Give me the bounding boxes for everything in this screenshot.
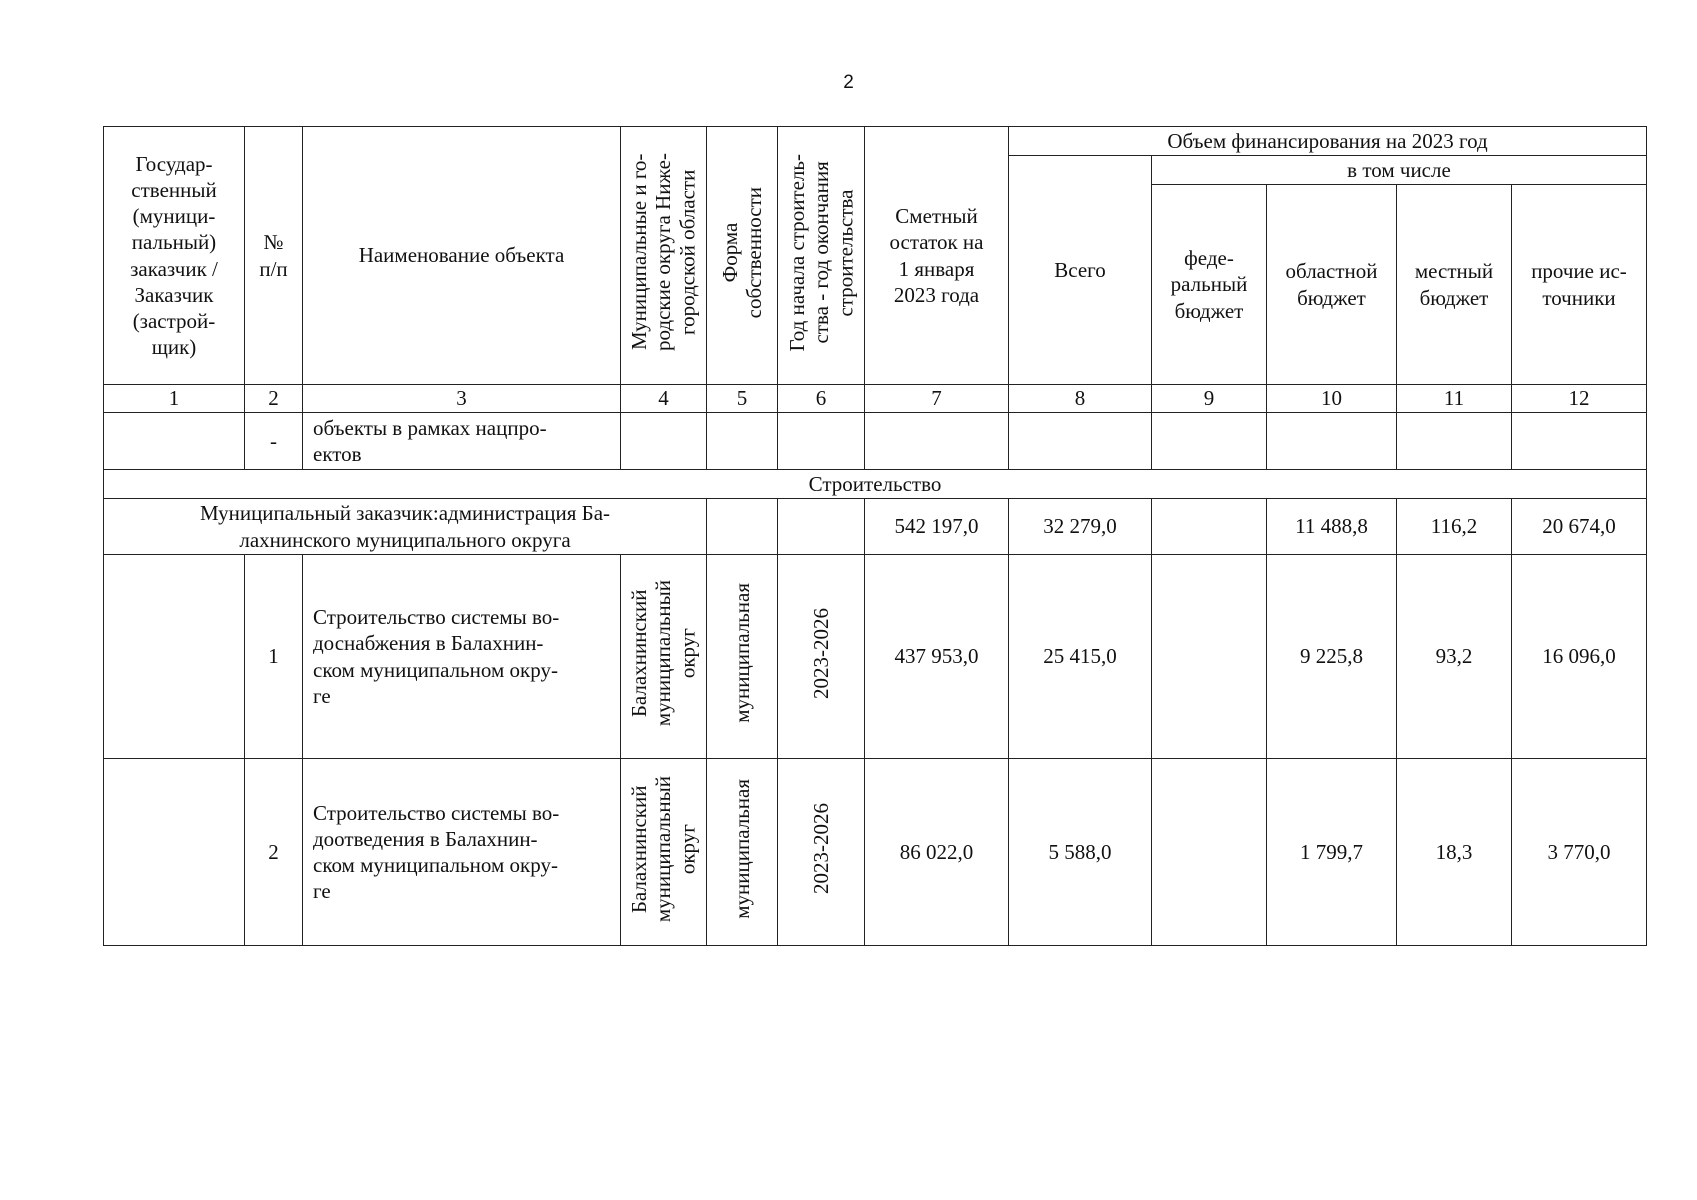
customer-other: 20 674,0 [1512,499,1647,555]
table-row [104,759,1647,946]
header-object-name: Наименование объекта [303,127,621,385]
column-number: 8 [1009,385,1152,413]
column-number: 7 [865,385,1009,413]
row-total: 5 588,0 [1009,759,1152,946]
row-local: 93,2 [1397,555,1512,759]
investment-table [103,126,1647,946]
column-number: 4 [621,385,707,413]
row-ownership: муниципальная [729,778,754,919]
header-estimated-balance: Сметный остаток на 1 января 2023 года [865,127,1009,385]
row-municipality: Балахнинский муниципальный округ [627,775,700,922]
header-years: Год начала строитель- ства - год окончания строительства [784,153,858,352]
row-municipality-cell [621,555,707,759]
column-number: 12 [1512,385,1647,413]
row-years-cell [778,759,865,946]
customer-name: Муниципальный заказчик:администрация Ба- лахнинского муниципального округа [104,499,707,555]
header-years-cell [778,127,865,385]
page-number: 2 [843,72,854,93]
national-projects-row [104,413,1647,470]
row-estimated: 86 022,0 [865,759,1009,946]
header-federal: феде- ральный бюджет [1152,185,1267,385]
row-other: 3 770,0 [1512,759,1647,946]
header-other: прочие ис- точники [1512,185,1647,385]
header-local: местный бюджет [1397,185,1512,385]
row-federal [1152,555,1267,759]
header-row-1 [104,127,1647,156]
column-number: 5 [707,385,778,413]
row-estimated: 437 953,0 [865,555,1009,759]
row-regional: 1 799,7 [1267,759,1397,946]
header-total: Всего [1009,156,1152,385]
row-municipality: Балахнинский муниципальный округ [627,580,700,727]
header-regional: областной бюджет [1267,185,1397,385]
section-title: Строительство [104,470,1647,499]
header-customer: Государ- ственный (муници- пальный) заказчик / Заказчик (застрой- щик) [104,127,245,385]
column-number: 1 [104,385,245,413]
row-num: 1 [245,555,303,759]
header-including: в том числе [1152,156,1647,185]
column-number: 10 [1267,385,1397,413]
table-row [104,555,1647,759]
customer-estimated: 542 197,0 [865,499,1009,555]
column-number: 2 [245,385,303,413]
column-number: 3 [303,385,621,413]
header-municipalities-cell [621,127,707,385]
row-object-name: Строительство системы во- доснабжения в Балахнин- ском муниципальном окру- ге [303,555,621,759]
column-numbers-row [104,385,1647,413]
row-other: 16 096,0 [1512,555,1647,759]
header-ownership: Форма собственности [717,186,766,319]
customer-federal [1152,499,1267,555]
customer-total: 32 279,0 [1009,499,1152,555]
row-local: 18,3 [1397,759,1512,946]
column-number: 9 [1152,385,1267,413]
row-years: 2023-2026 [808,607,833,699]
column-number: 6 [778,385,865,413]
row-regional: 9 225,8 [1267,555,1397,759]
customer-row [104,499,1647,555]
header-num: № п/п [245,127,303,385]
row-total: 25 415,0 [1009,555,1152,759]
national-projects-label: объекты в рамках нацпро- ектов [303,413,621,470]
header-municipalities: Муниципальные и го- родские округа Ниже- городской области [627,153,700,352]
header-ownership-cell [707,127,778,385]
row-ownership-cell [707,555,778,759]
row-ownership: муниципальная [729,583,754,724]
row-years: 2023-2026 [808,803,833,895]
row-num: 2 [245,759,303,946]
row-municipality-cell [621,759,707,946]
column-number: 11 [1397,385,1512,413]
row-object-name: Строительство системы во- доотведения в Балахнин- ском муниципальном окру- ге [303,759,621,946]
row-years-cell [778,555,865,759]
header-funding-volume: Объем финансирования на 2023 год [1009,127,1647,156]
section-row [104,470,1647,499]
row-federal [1152,759,1267,946]
customer-regional: 11 488,8 [1267,499,1397,555]
row-ownership-cell [707,759,778,946]
customer-local: 116,2 [1397,499,1512,555]
national-projects-num: - [245,413,303,470]
